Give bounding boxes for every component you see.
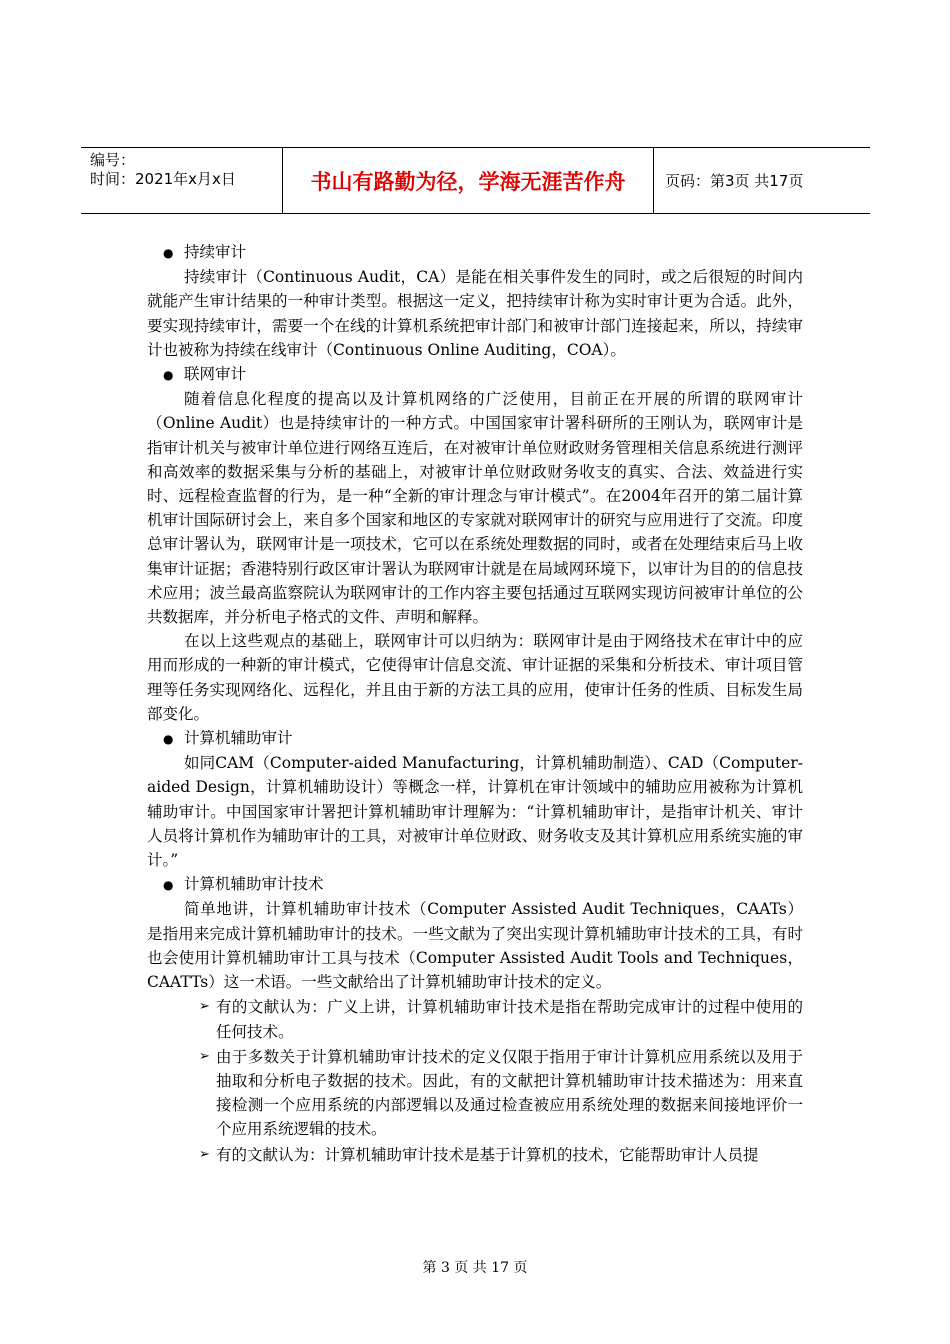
bullet-icon: ● — [163, 368, 174, 383]
bullet-heading: ● 计算机辅助审计技术 — [147, 872, 803, 897]
paragraph: 在以上这些观点的基础上，联网审计可以归纳为：联网审计是由于网络技术在审计中的应用而形成的一种新的审计模式，它使得审计信息交流、审计证据的采集和分析技术、审计项目管理等任务实现网络化、远程化，并且由于新的方法工具的应用，使审计任务的性质、目标发生局部变化。 — [147, 632, 803, 723]
arrow-bullet-icon: ➢ — [199, 1048, 210, 1064]
header-left-cell — [81, 148, 282, 213]
sub-item: ➢ 有的文献认为：广义上讲，计算机辅助审计技术是指在帮助完成审计的过程中使用的任何技术。 — [199, 995, 803, 1043]
bullet-heading: ● 计算机辅助审计 — [147, 726, 803, 751]
bullet-icon: ● — [163, 246, 174, 260]
time-label: 时间：2021年x月x日 — [90, 170, 236, 188]
paragraph: 随着信息化程度的提高以及计算机网络的广泛使用，目前正在开展的所谓的联网审计（Online Audit）也是持续审计的一种方式。中国国家审计署科研所的王刚认为，联网审计是指审计机关与被审计单位进行网络互连后，在对被审计单位财政财务管理相关信息系统进行测评和高效率的数据采集与分析的基础上，对被审计单位财政财务收支的真实、合法、效益进行实时、远程检查监督的行为，是一种“全新的审计理念与审计模式”。在2004年召开的第二届计算机审计国际研讨会上，来自多个国家和地区的专家就对联网审计的研究与应用进行了交流。印度总审计署认为，联网审计是一项技术，它可以在系统处理数据的同时，或者在处理结束后马上收集审计证据；香港特别行政区审计署认为联网审计就是在局域网环境下，以审计为目的的信息技术应用；波兰最高监察院认为联网审计的工作内容主要包括通过互联网实现访问被审计单位的公共数据库，并分析电子格式的文件、声明和解释。 — [147, 390, 803, 627]
paragraph: 如同CAM（Computer-aided Manufacturing，计算机辅助制造）、CAD（Computer-aided Design，计算机辅助设计）等概念一样，计算机在审计领域中的辅助应用被称为计算机辅助审计。中国国家审计署把计算机辅助审计理解为：“计算机辅助审计，是指审计机关、审计人员将计算机作为辅助审计的工具，对被审计单位财政、财务收支及其计算机应用系统实施的审计。” — [147, 754, 803, 870]
paragraph: 持续审计（Continuous Audit，CA）是能在相关事件发生的同时，或之后很短的时间内就能产生审计结果的一种审计类型。根据这一定义，把持续审计称为实时审计更为合适。此外，要实现持续审计，需要一个在线的计算机系统把审计部门和被审计部门连接起来，所以，持续审计也被称为持续在线审计（Continuous Online Auditing，COA）。 — [147, 268, 803, 359]
arrow-bullet-icon: ➢ — [199, 1146, 210, 1162]
header-table — [81, 147, 870, 214]
bullet-heading: ● 持续审计 — [147, 240, 803, 265]
sub-item: ➢ 由于多数关于计算机辅助审计技术的定义仅限于指用于审计计算机应用系统以及用于抽取和分析电子数据的技术。因此，有的文献把计算机辅助审计技术描述为：用来直接检测一个应用系统的内部逻辑以及通过检查被应用系统处理的数据来间接地评价一个应用系统逻辑的技术。 — [199, 1045, 803, 1142]
number-label: 编号： — [90, 151, 136, 169]
header-page-label: 页码：第3页 共17页 — [665, 172, 804, 190]
bullet-heading: ● 联网审计 — [147, 362, 803, 387]
motto: 书山有路勤为径，学海无涯苦作舟 — [282, 148, 654, 213]
page-footer: 第 3 页 共 17 页 — [422, 1260, 528, 1276]
arrow-bullet-icon: ➢ — [199, 999, 210, 1015]
bullet-icon: ● — [163, 732, 174, 747]
bullet-icon: ● — [163, 878, 174, 893]
document-body — [147, 240, 803, 1168]
sub-item: ➢ 有的文献认为：计算机辅助审计技术是基于计算机的技术，它能帮助审计人员提 — [199, 1143, 803, 1167]
paragraph: 简单地讲，计算机辅助审计技术（Computer Assisted Audit Techniques，CAATs）是指用来完成计算机辅助审计的技术。一些文献为了突出实现计算机辅助审计技术的工具，有时也会使用计算机辅助审计工具与技术（Computer Assisted Audit Tools and Techniques，CAATTs）这一术语。一些文献给出了计算机辅助审计技术的定义。 — [147, 900, 803, 992]
